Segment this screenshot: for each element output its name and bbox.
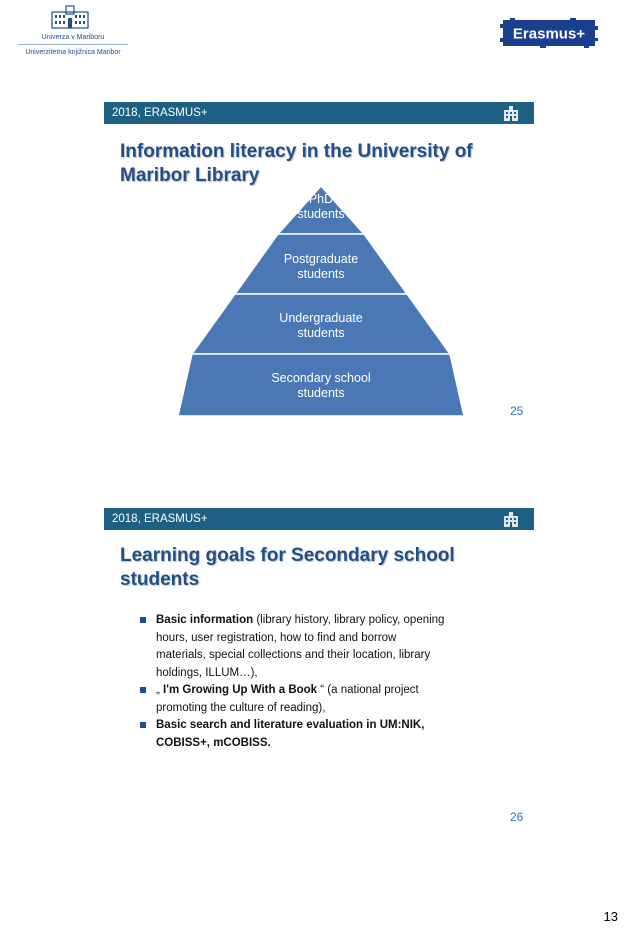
library-building-icon bbox=[502, 104, 520, 122]
library-building-icon bbox=[502, 510, 520, 528]
erasmus-logo-text: Erasmus+ bbox=[512, 25, 586, 43]
slide2-title-line1: Learning goals for Secondary school bbox=[120, 545, 455, 566]
slide2-bar-text: 2018, ERASMUS+ bbox=[112, 513, 208, 525]
slide1-title bbox=[120, 140, 473, 188]
slide2-header-bar bbox=[104, 508, 534, 530]
bullet2-line1: “ (a national project bbox=[317, 684, 419, 696]
bullet1-bold: Basic information bbox=[156, 614, 254, 626]
slide1-title-line2: Maribor Library bbox=[120, 165, 260, 186]
bullet-square-icon bbox=[140, 687, 146, 693]
pyramid-label-undergraduate bbox=[178, 311, 464, 341]
pyramid-label-secondary bbox=[178, 371, 464, 401]
university-building-icon bbox=[50, 4, 90, 30]
bullet2-bold: I'm Growing Up With a Book bbox=[163, 684, 318, 696]
slide1-title-line1: Information literacy in the University of bbox=[120, 141, 473, 162]
bullet1-line4: holdings, ILLUM…), bbox=[156, 666, 258, 679]
pyramid-label-undergraduate-line1: Undergraduate bbox=[279, 311, 363, 325]
pyramid-label-postgraduate-line1: Postgraduate bbox=[283, 252, 359, 266]
pyramid-label-undergraduate-line2: students bbox=[297, 326, 345, 340]
slide1-header-bar bbox=[104, 102, 534, 124]
pyramid-label-secondary-line1: Secondary school bbox=[271, 371, 371, 385]
bullet2-prefix: „ bbox=[156, 684, 164, 696]
bullet1-line2: hours, user registration, how to find and borrow bbox=[156, 631, 397, 644]
bullet3-line2: COBISS+, mCOBISS. bbox=[156, 736, 271, 749]
bullet-basic-information bbox=[138, 612, 498, 682]
bullet-square-icon bbox=[140, 722, 146, 728]
logo-divider bbox=[18, 44, 128, 45]
pyramid-label-phd-line1: PhD bbox=[308, 192, 334, 206]
bullet-square-icon bbox=[140, 617, 146, 623]
slide1-number: 25 bbox=[510, 404, 524, 418]
pyramid-label-phd-line2: students bbox=[297, 207, 345, 221]
pyramid-label-phd bbox=[178, 192, 464, 222]
bullet-basic-search bbox=[138, 717, 498, 752]
bullet2-line2: promoting the culture of reading), bbox=[156, 701, 326, 714]
pyramid-label-secondary-line2: students bbox=[297, 386, 345, 400]
slide1-bar-text: 2018, ERASMUS+ bbox=[112, 107, 208, 119]
bullet1-line3: materials, special collections and their location, library bbox=[156, 649, 431, 661]
library-name: Univerzitetna knjižnica Maribor bbox=[25, 49, 121, 56]
learning-goals-list bbox=[138, 612, 498, 752]
pyramid-label-postgraduate-line2: students bbox=[297, 267, 345, 281]
university-name: Univerza v Mariboru bbox=[41, 34, 105, 41]
bullet-growing-up-with-a-book bbox=[138, 682, 498, 717]
slide2-number: 26 bbox=[510, 810, 524, 824]
slide2-title bbox=[120, 544, 455, 592]
bullet1-line1: (library history, library policy, opening bbox=[253, 614, 445, 626]
erasmus-logo bbox=[500, 18, 598, 48]
slide2-title-line2: students bbox=[120, 569, 200, 590]
bullet3-line1: Basic search and literature evaluation in UM:NIK, bbox=[156, 719, 425, 731]
page-number: 13 bbox=[603, 909, 618, 924]
pyramid-label-postgraduate bbox=[178, 252, 464, 282]
